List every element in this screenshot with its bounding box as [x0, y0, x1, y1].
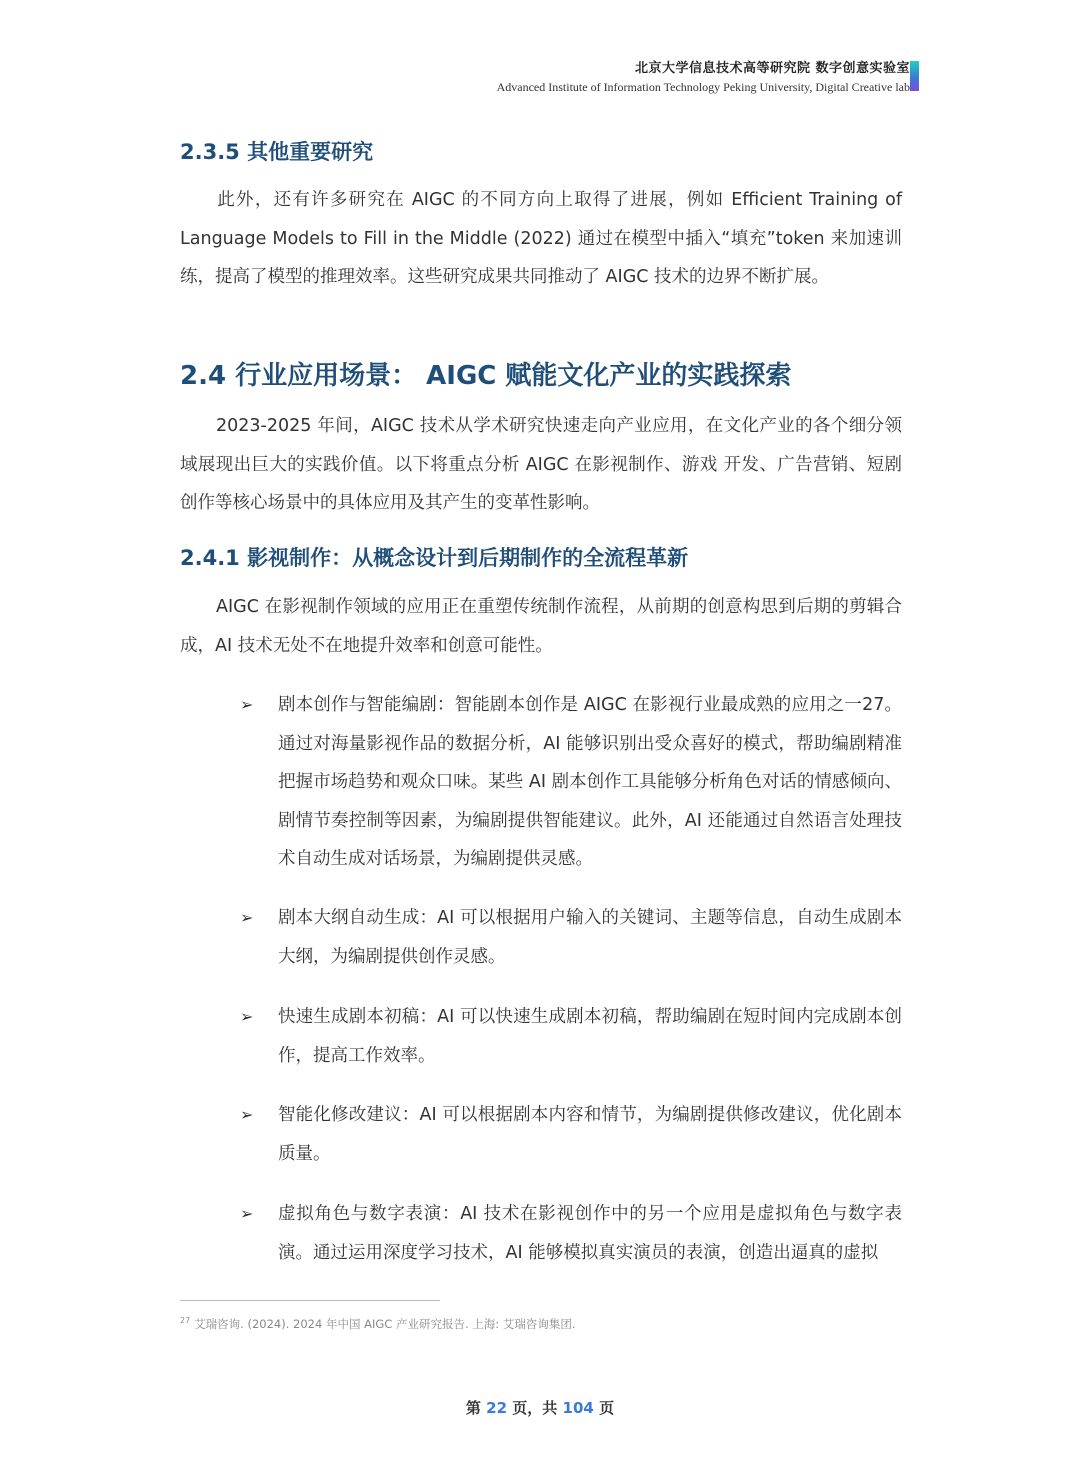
institute-name-en: Advanced Institute of Information Technology Peking University, Digital Creative lab — [496, 80, 910, 94]
heading-2-4: 2.4 行业应用场景： AIGC 赋能文化产业的实践探索 — [180, 361, 792, 391]
list-item-text: 剧本创作与智能编剧：智能剧本创作是 AIGC 在影视行业最成熟的应用之一27。通过对海量影视作品的数据分析，AI 能够识别出受众喜好的模式，帮助编剧精准把握市场趋势和观众口味。某些 AI 剧本创作工具能够分析角色对话的情感倾向、剧情节奏控制等因素，为编剧提供智能建议。此外，AI 还能通过自然语言处理技术自动生成对话场景，为编剧提供灵感。 — [278, 695, 902, 869]
pager-total: 104 — [562, 1399, 594, 1417]
footnote — [180, 1316, 575, 1332]
paragraph-2-4-text: 2023-2025 年间，AIGC 技术从学术研究快速走向产业应用，在文化产业的各个细分领域展现出巨大的实践价值。以下将重点分析 AIGC 在影视制作、游戏 开发、广告营销、短剧创作等核心场景中的具体应用及其产生的变革性影响。 — [180, 416, 902, 513]
arrow-bullet-icon: ➢ — [240, 1105, 254, 1124]
pager-middle: 页，共 — [512, 1399, 558, 1417]
arrow-bullet-icon: ➢ — [240, 1204, 254, 1223]
footnote-text: 艾瑞咨询. (2024). 2024 年中国 AIGC 产业研究报告. 上海: 艾瑞咨询集团. — [194, 1317, 576, 1331]
paragraph-2-4-1 — [180, 588, 902, 665]
page-number — [0, 1397, 1080, 1418]
footnote-marker: 27 — [180, 1316, 191, 1326]
paragraph-2-3-5-text: 此外，还有许多研究在 AIGC 的不同方向上取得了进展，例如 Efficient Training of Language Models to Fill in the Middle (2022) 通过在模型中插入“填充”token 来加速训练，提高了模型的推理效率。这些研究成果共同推动了 AIGC 技术的边界不断扩展。 — [180, 190, 902, 287]
paragraph-2-4 — [180, 407, 902, 523]
paragraph-2-4-1-text: AIGC 在影视制作领域的应用正在重塑传统制作流程，从前期的创意构思到后期的剪辑合成，AI 技术无处不在地提升效率和创意可能性。 — [180, 597, 902, 656]
pager-current: 22 — [486, 1399, 508, 1417]
arrow-bullet-icon: ➢ — [240, 1007, 254, 1026]
heading-2-4-1: 2.4.1 影视制作：从概念设计到后期制作的全流程革新 — [180, 546, 689, 570]
institute-name-cn: 北京大学信息技术高等研究院 数字创意实验室 — [634, 61, 910, 76]
heading-2-3-5: 2.3.5 其他重要研究 — [180, 140, 374, 164]
list-item-text: 剧本大纲自动生成：AI 可以根据用户输入的关键词、主题等信息，自动生成剧本大纲，为编剧提供创作灵感。 — [278, 908, 902, 967]
list-item-text: 虚拟角色与数字表演：AI 技术在影视创作中的另一个应用是虚拟角色与数字表演。通过运用深度学习技术，AI 能够模拟真实演员的表演，创造出逼真的虚拟 — [278, 1204, 902, 1263]
list-item-text: 快速生成剧本初稿：AI 可以快速生成剧本初稿，帮助编剧在短时间内完成剧本创作，提高工作效率。 — [278, 1007, 902, 1066]
arrow-bullet-icon: ➢ — [240, 695, 254, 714]
list-item-text: 智能化修改建议：AI 可以根据剧本内容和情节，为编剧提供修改建议，优化剧本质量。 — [278, 1105, 902, 1164]
page-header — [497, 60, 910, 96]
paragraph-2-3-5 — [180, 181, 902, 297]
pager-suffix: 页 — [599, 1399, 615, 1417]
pager-prefix: 第 — [465, 1399, 481, 1417]
arrow-bullet-icon: ➢ — [240, 908, 254, 927]
footnote-divider — [180, 1300, 440, 1301]
header-accent-bar — [910, 61, 919, 91]
